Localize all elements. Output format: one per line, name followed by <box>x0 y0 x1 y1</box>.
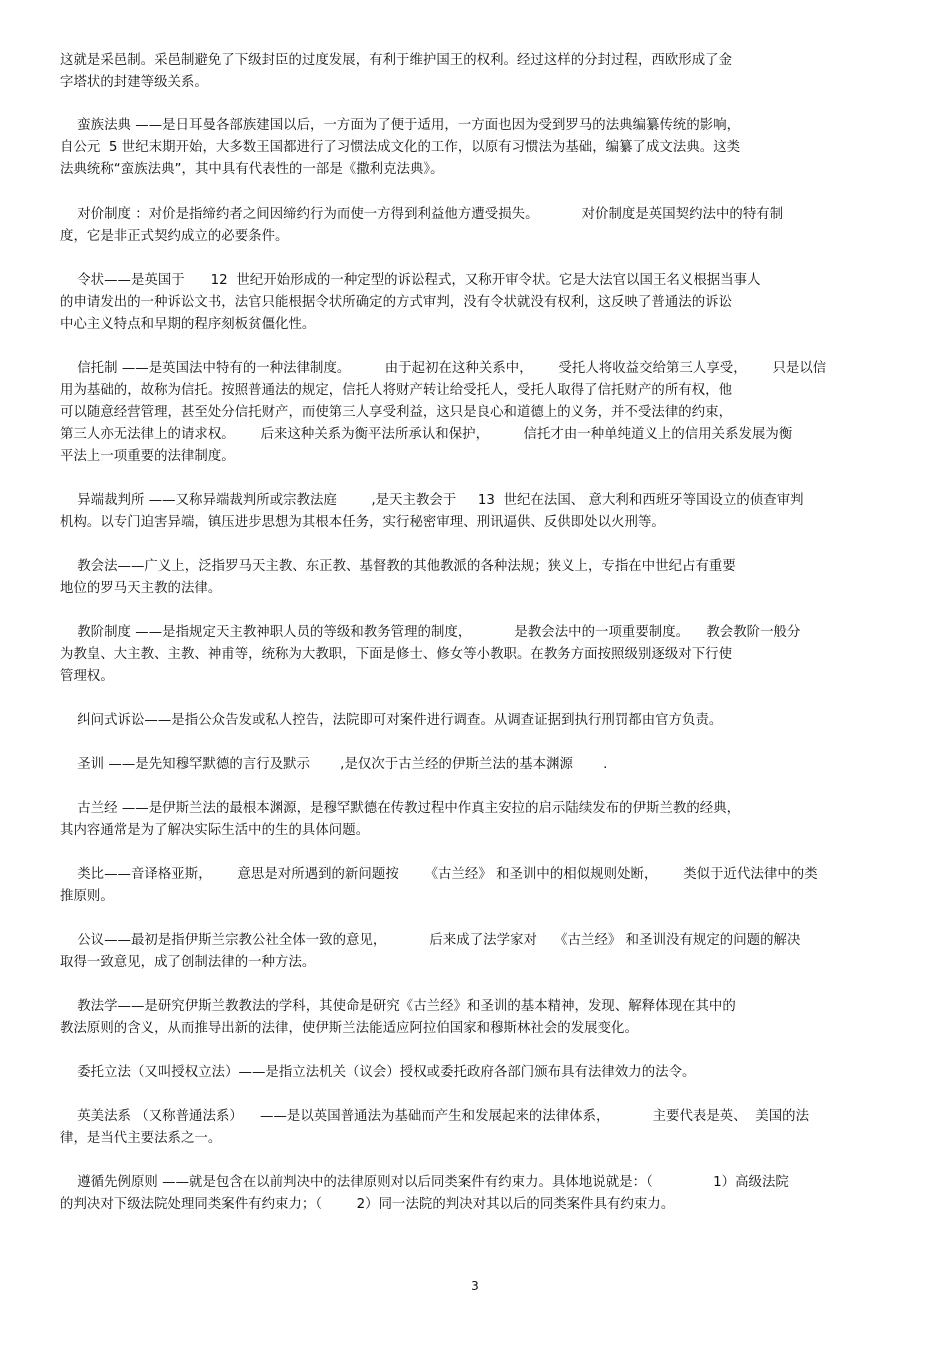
paragraph-weituo-lifa <box>60 1062 890 1084</box>
page-number: 3 <box>471 1279 479 1293</box>
paragraph-jiaohuifa <box>60 556 890 600</box>
text-line: 令状——是英国于 12 世纪开始形成的一种定型的诉讼程式，又称开审令状。它是大法官以国王名义根据当事人 <box>60 273 761 288</box>
text-line: 古兰经 ——是伊斯兰法的最根本渊源，是穆罕默德在传教过程中作真主安拉的启示陆续发布的伊斯兰教的经典， <box>60 801 741 816</box>
text-line: 圣训 ——是先知穆罕默德的言行及默示 ,是仅次于古兰经的伊斯兰法的基本渊源 . <box>60 757 608 772</box>
text-line: 的判决对下级法院处理同类案件有约束力；（ 2）同一法院的判决对其以后的同类案件具有约束力。 <box>60 1197 675 1212</box>
text-line: 信托制 ——是英国法中特有的一种法律制度。 由于起初在这种关系中， 受托人将收益交给第三人享受， 只是以信 <box>60 361 827 376</box>
paragraph-leibi <box>60 864 890 908</box>
text-line: 平法上一项重要的法律制度。 <box>60 449 235 464</box>
paragraph-lingzhuang <box>60 270 890 336</box>
text-line: 地位的罗马天主教的法律。 <box>60 581 222 596</box>
text-line: 自公元 5 世纪末期开始，大多数王国都进行了习惯法成文化的工作，以原有习惯法为基础，编纂了成文法典。这类 <box>60 140 741 155</box>
text-line: 这就是采邑制。采邑制避免了下级封臣的过度发展，有利于维护国王的权利。经过这样的分封过程，西欧形成了金 <box>60 53 733 68</box>
paragraph-yingmei-faxi <box>60 1106 890 1150</box>
text-line: 教阶制度 ——是指规定天主教神职人员的等级和教务管理的制度， 是教会法中的一项重要制度。 教会教阶一般分 <box>60 625 801 640</box>
text-line: 的申请发出的一种诉讼文书，法官只能根据令状所确定的方式审判，没有令状就没有权利，这反映了普通法的诉讼 <box>60 295 733 310</box>
paragraph-manzu-fadian <box>60 115 890 181</box>
paragraph-jiaofaxue <box>60 996 890 1040</box>
text-line: 推原则。 <box>60 889 114 904</box>
text-line: 教法原则的含义，从而推导出新的法律，使伊斯兰法能适应阿拉伯国家和穆斯林社会的发展变化。 <box>60 1021 638 1036</box>
text-line: 取得一致意见，成了创制法律的一种方法。 <box>60 955 316 970</box>
text-line: 对价制度 ：对价是指缔约者之间因缔约行为而使一方得到利益他方遭受损失。 对价制度是英国契约法中的特有制 <box>60 207 784 222</box>
paragraph-gulanjing <box>60 798 890 842</box>
text-line: 字塔状的封建等级关系。 <box>60 75 208 90</box>
text-line: 为教皇、大主教、主教、神甫等，统称为大教职，下面是修士、修女等小教职。在教务方面按照级别逐级对下行使 <box>60 647 733 662</box>
paragraph-yiduan-caipansuo <box>60 490 890 534</box>
text-line: 法典统称“蛮族法典”，其中具有代表性的一部是《撒利克法典》。 <box>60 162 444 177</box>
paragraph-zunxun-xianli <box>60 1172 890 1216</box>
text-line: 中心主义特点和早期的程序刻板贫僵化性。 <box>60 317 316 332</box>
text-line: 用为基础的，故称为信托。按照普通法的规定，信托人将财产转让给受托人，受托人取得了信托财产的所有权，他 <box>60 383 733 398</box>
text-line: 遵循先例原则 ——就是包含在以前判决中的法律原则对以后同类案件有约束力。具体地说就是：（ 1）高级法院 <box>60 1175 789 1190</box>
text-line: 教会法——广义上，泛指罗马天主教、东正教、基督教的其他教派的各种法规；狭义上，专指在中世纪占有重要 <box>60 559 736 574</box>
text-line: 机构。以专门迫害异端，镇压进步思想为其根本任务，实行秘密审理、刑讯逼供、反供即处以火刑等。 <box>60 515 665 530</box>
paragraph-duijia-zhidu <box>60 204 890 248</box>
text-line: 蛮族法典 ——是日耳曼各部族建国以后，一方面为了便于适用，一方面也因为受到罗马的法典编纂传统的影响， <box>60 118 741 133</box>
text-line: 其内容通常是为了解决实际生活中的生的具体问题。 <box>60 823 370 838</box>
text-line: 纠问式诉讼——是指公众告发或私人控告，法院即可对案件进行调查。从调查证据到执行刑罚都由官方负责。 <box>60 713 723 728</box>
text-line: 异端裁判所 ——又称异端裁判所或宗教法庭 ,是天主教会于 13 世纪在法国、 意大利和西班牙等国设立的侦查审判 <box>60 493 804 508</box>
paragraph-caiyi <box>60 50 890 94</box>
text-line: 教法学——是研究伊斯兰教教法的学科，其使命是研究《古兰经》和圣训的基本精神，发现、解释体现在其中的 <box>60 999 736 1014</box>
paragraph-jiuwen-susong <box>60 710 890 732</box>
text-line: 管理权。 <box>60 669 114 684</box>
text-line: 度，它是非正式契约成立的必要条件。 <box>60 229 289 244</box>
text-line: 公议——最初是指伊斯兰宗教公社全体一致的意见， 后来成了法学家对 《古兰经》 和圣训没有规定的问题的解决 <box>60 933 801 948</box>
paragraph-jiaojie-zhidu <box>60 622 890 688</box>
text-line: 类比——音译格亚斯， 意思是对所遇到的新问题按 《古兰经》 和圣训中的相似规则处断， 类似于近代法律中的类 <box>60 867 818 882</box>
text-line: 律，是当代主要法系之一。 <box>60 1131 222 1146</box>
text-line: 委托立法（又叫授权立法）——是指立法机关（议会）授权或委托政府各部门颁布具有法律效力的法令。 <box>60 1065 696 1080</box>
text-line: 英美法系 （又称普通法系） ——是以英国普通法为基础而产生和发展起来的法律体系， 主要代表是英、 美国的法 <box>60 1109 810 1124</box>
text-line: 可以随意经营管理，甚至处分信托财产，而使第三人享受利益，这只是良心和道德上的义务，并不受法律的约束， <box>60 405 733 420</box>
text-line: 第三人亦无法律上的请求权。 后来这种关系为衡平法所承认和保护， 信托才由一种单纯道义上的信用关系发展为衡 <box>60 427 793 442</box>
paragraph-xintuo-zhi <box>60 358 890 468</box>
paragraph-gongyi <box>60 930 890 974</box>
paragraph-shengxun <box>60 754 890 776</box>
